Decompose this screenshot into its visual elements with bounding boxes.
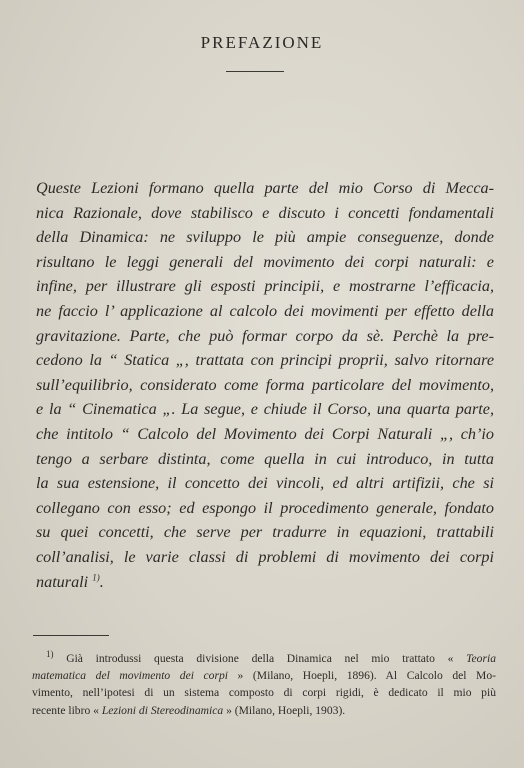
footnote-title: Teoria [466,652,497,665]
text-fragment: naturali [36,572,89,591]
footnote-marker: 1) [46,649,54,660]
text-line: nica Razionale, dove stabilisco e discuto i concetti fondamentali [36,203,494,222]
footnote-text: » (Milano, Hoepli, 1896). Al Calcolo del Mo- [237,669,497,683]
text-line: e la “ Cinematica „. La segue, e chiude il Corso, una quarta parte, [36,400,494,419]
text-line: cedono la “ Statica „, trattata con principi proprii, salvo ritornare [36,351,494,370]
text-line: Queste Lezioni formano quella parte del mio Corso di Mecca- [36,179,494,197]
text-line: gravitazione. Parte, che può formar corpo da sè. Perchè la pre- [36,326,494,345]
text-line: sull’equilibrio, considerato come forma particolare del movimento, [36,375,494,394]
footnote-text: recente libro « [32,703,99,717]
footnote-line: vimento, nell’ipotesi di un sistema composto di corpi rigidi, è dedicato il mio più [32,686,496,700]
footnote-reference: 1) [92,572,100,583]
footnote-text: Già introdussi questa divisione della Dinamica nel mio trattato « [66,652,454,665]
text-line: risultano le leggi generali del movimento dei corpi naturali: e [36,252,494,271]
text-line: della Dinamica: ne sviluppo le più ampie conseguenze, donde [36,228,494,247]
text-line: su quei concetti, che serve per tradurre in equazioni, trattabili [36,523,494,542]
footnote-title: matematica del movimento dei corpi [32,669,228,683]
text-line: tengo a serbare distinta, come quella in cui introduco, in tutta [36,449,494,468]
page-title: PREFAZIONE [200,33,324,52]
text-line: la sua estensione, il concetto dei vincoli, ed altri artifizii, che si [36,474,494,493]
preface-paragraph [36,176,494,594]
text-line: collegano con esso; ed espongo il procedimento generale, fondato [36,498,494,517]
footnote-line [32,650,496,667]
footnote-line [32,702,496,719]
text-line-last: naturali $^{1)}$. [36,572,104,591]
text-line: infine, per illustrare gli esposti principii, e mostrarne l’efficacia, [36,277,494,296]
title-underline [226,71,284,72]
footnote-separator [33,635,109,636]
text-line: coll’analisi, le varie classi di problemi di movimento dei corpi [36,547,494,566]
footnote-line [32,667,496,684]
footnote-title: Lezioni di Stereodinamica [101,703,224,717]
text-line: ne faccio l’ applicazione al calcolo dei movimenti per effetto della [36,301,494,320]
footnote-text: » (Milano, Hoepli, 1903). [226,703,346,717]
footnote [32,650,496,719]
text-line: che intitolo “ Calcolo del Movimento dei Corpi Naturali „, ch’io [36,424,494,443]
